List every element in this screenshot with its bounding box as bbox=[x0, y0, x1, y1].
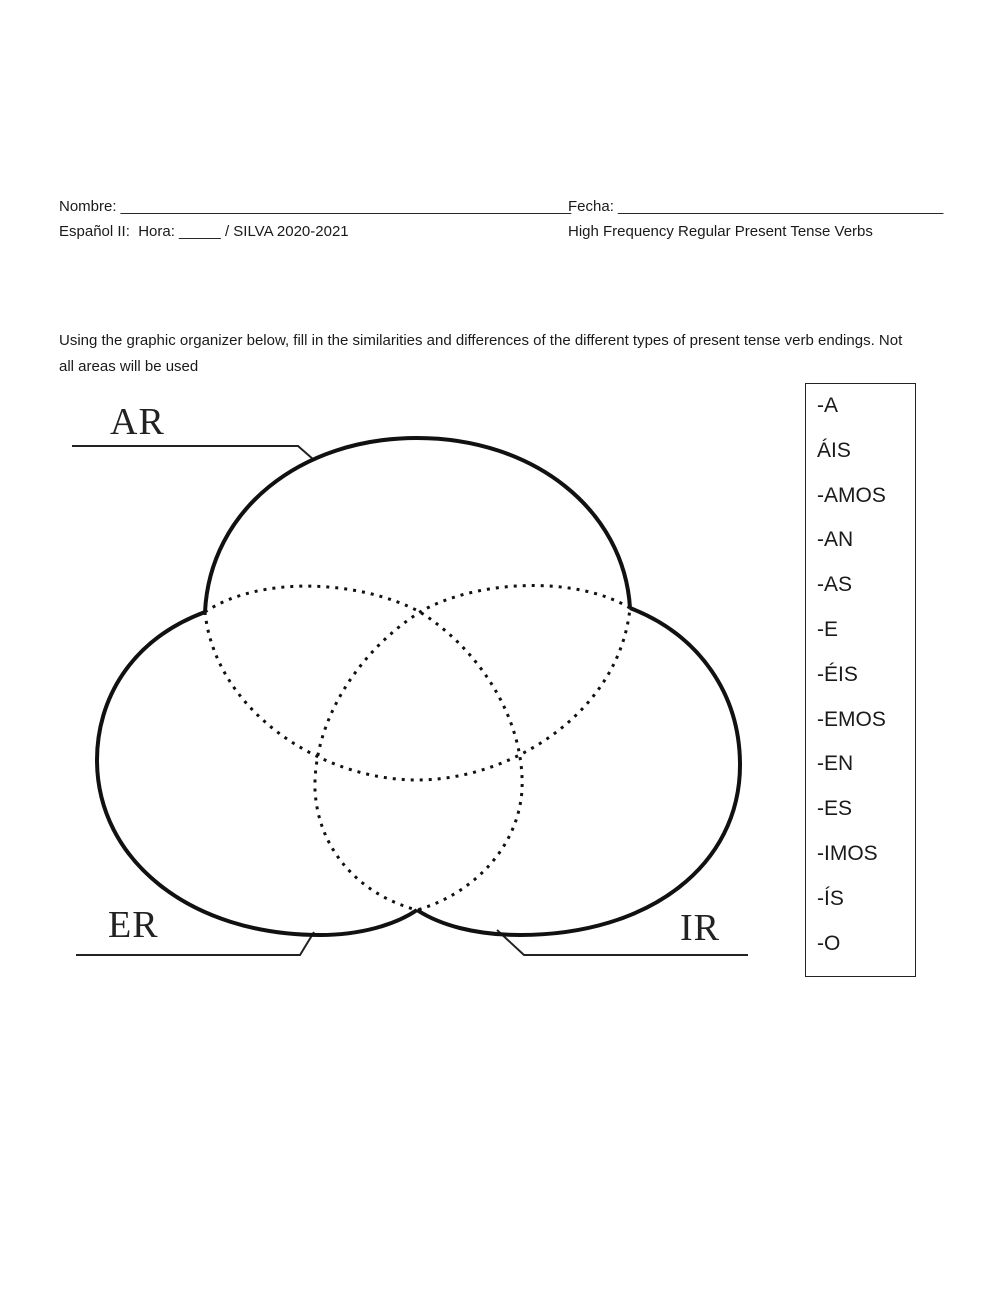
word-bank-item[interactable]: -ÍS bbox=[817, 886, 844, 910]
ir-circle-outline bbox=[417, 608, 740, 935]
word-bank-item[interactable]: -EMOS bbox=[817, 707, 886, 731]
word-bank-item[interactable]: -AN bbox=[817, 528, 854, 552]
ar-label: AR bbox=[110, 401, 165, 443]
ir-label: IR bbox=[680, 907, 720, 949]
word-bank-item[interactable]: -AMOS bbox=[817, 483, 886, 507]
er-inner-arc bbox=[205, 586, 522, 910]
word-bank bbox=[805, 383, 916, 977]
ar-inner-arc bbox=[205, 608, 630, 780]
word-bank-item[interactable]: -ES bbox=[817, 797, 853, 821]
worksheet-topic: High Frequency Regular Present Tense Verbs bbox=[568, 223, 873, 240]
er-label: ER bbox=[108, 904, 159, 946]
ar-circle-outline bbox=[205, 438, 630, 612]
class-info: Español II: Hora: _____ / SILVA 2020-2021 bbox=[59, 223, 349, 240]
ir-inner-arc bbox=[315, 586, 630, 910]
word-bank-item[interactable]: -IMOS bbox=[817, 841, 878, 865]
word-bank-item[interactable]: -EN bbox=[817, 752, 854, 776]
word-bank-item[interactable]: -A bbox=[817, 394, 838, 417]
word-bank-item[interactable]: -E bbox=[817, 617, 838, 641]
word-bank-item[interactable]: ÁIS bbox=[817, 438, 851, 462]
venn-diagram[interactable] bbox=[0, 380, 780, 980]
word-bank-item[interactable]: -AS bbox=[817, 573, 853, 597]
name-field[interactable]: Nombre: ______________________________________________________ bbox=[59, 198, 572, 215]
word-bank-item[interactable]: -ÉIS bbox=[817, 662, 858, 686]
word-bank-item[interactable]: -O bbox=[817, 931, 841, 955]
date-field[interactable]: Fecha: _______________________________________ bbox=[568, 198, 944, 215]
instructions: Using the graphic organizer below, fill in the similarities and differences of the different types of present tense verb endings. Not all areas will be used bbox=[59, 332, 903, 375]
ar-leader-line bbox=[72, 446, 314, 460]
